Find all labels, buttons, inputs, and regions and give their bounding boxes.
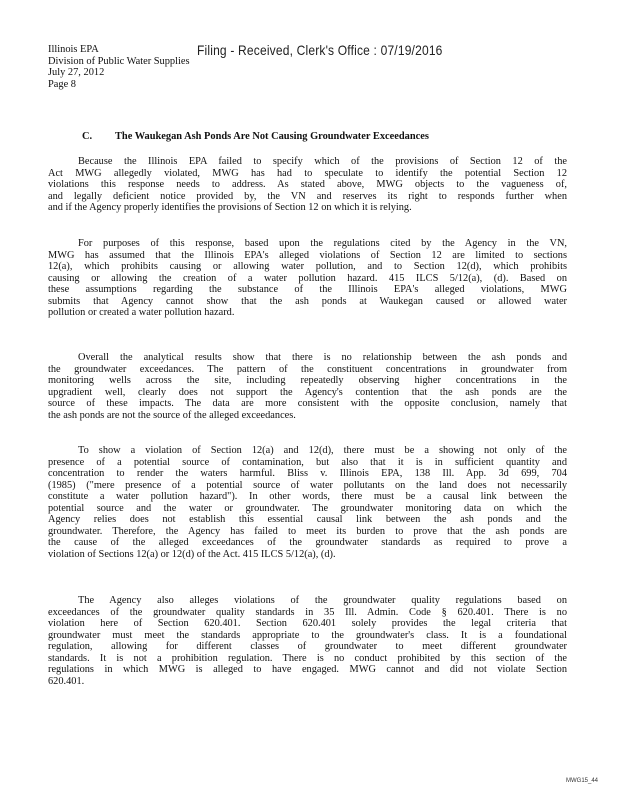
paragraph-line: To show a violation of Section 12(a) and 12(d), there must be a showing not only of the xyxy=(78,445,567,456)
paragraph-line: For purposes of this response, based upon the regulations cited by the Agency in the VN, xyxy=(78,238,567,249)
paragraph-line: the groundwater exceedances. The pattern of the constituent concentrations in groundwater from xyxy=(48,363,567,375)
paragraph-line: concentration to render the waters harmful. Bliss v. Illinois EPA, 138 Ill. App. 3d 699, 704 xyxy=(48,468,567,480)
paragraph-line: Agency relies does not establish this essential causal link between the ash ponds and the xyxy=(48,514,567,526)
paragraph-line: these assumptions regarding the substance of the Illinois EPA's alleged violations, MWG xyxy=(48,284,567,296)
section-heading xyxy=(82,131,429,142)
paragraph-5 xyxy=(48,595,567,687)
paragraph-line: regulations in which MWG is alleged to have engaged. MWG cannot and did not violate Section xyxy=(48,664,567,676)
paragraph-line: 12(a), which prohibits causing or allowing water pollution, and to Section 12(d), which prohibits xyxy=(48,261,567,273)
paragraph-line: 620.401. xyxy=(48,675,85,687)
paragraph-line: and if the Agency properly identifies the provisions of Section 12 on which it is relying. xyxy=(48,202,412,214)
paragraph-line: monitoring wells across the site, including repeatedly observing higher concentrations in the xyxy=(48,375,567,387)
paragraph-line: (1985) ("mere presence of a potential source of water pollutants on the land does not necessarily xyxy=(48,479,567,491)
paragraph-line: upgradient well, clearly does not support the Agency's contention that the ash ponds are the xyxy=(48,386,567,398)
paragraph-line: submits that Agency cannot show that the ash ponds at Waukegan caused or allowed water xyxy=(48,295,567,307)
paragraph-line: regulation, allowing for different classes of groundwater to meet different groundwater xyxy=(48,641,567,653)
paragraph-line: causing or allowing the creation of a water pollution hazard. 415 ILCS 5/12(a), (d). Based on xyxy=(48,272,567,284)
filing-stamp: Filing - Received, Clerk's Office : 07/19/2016 xyxy=(197,42,443,58)
header-recipient: Illinois EPA xyxy=(48,44,99,55)
paragraph-line: Overall the analytical results show that there is no relationship between the ash ponds and xyxy=(78,352,567,363)
header-division: Division of Public Water Supplies xyxy=(48,55,190,67)
letter-header xyxy=(48,44,190,90)
paragraph-3 xyxy=(48,352,567,421)
section-title: The Waukegan Ash Ponds Are Not Causing Groundwater Exceedances xyxy=(115,131,429,142)
paragraph-line: exceedances of the groundwater quality standards in 35 Ill. Admin. Code § 620.401. There is no xyxy=(48,606,567,618)
paragraph-line: violations this response needs to address. As stated above, MWG objects to the vagueness of, xyxy=(48,179,567,191)
paragraph-line: the ash ponds are not the source of the alleged exceedances. xyxy=(48,409,296,421)
bates-number: MWG15_44 xyxy=(566,778,599,784)
paragraph-line: violation here of Section 620.401. Section 620.401 solely provides the legal criteria that xyxy=(48,618,567,630)
paragraph-1 xyxy=(48,156,567,214)
paragraph-4 xyxy=(48,445,567,560)
header-page-number: Page 8 xyxy=(48,78,76,90)
paragraph-line: violation of Sections 12(a) or 12(d) of the Act. 415 ILCS 5/12(a), (d). xyxy=(48,548,336,560)
paragraph-line: Because the Illinois EPA failed to specify which of the provisions of Section 12 of the xyxy=(78,156,567,167)
paragraph-line: source of these impacts. The data are more consistent with the opposite conclusion, namely that xyxy=(48,398,567,410)
paragraph-line: presence of a potential source of contamination, but also that it is in sufficient quantity and xyxy=(48,456,567,468)
paragraph-line: pollution or created a water pollution hazard. xyxy=(48,307,235,319)
paragraph-line: the cause of the alleged exceedances of the groundwater standards as required to prove a xyxy=(48,537,567,549)
paragraph-line: standards. It is not a prohibition regulation. There is no conduct prohibited by this section of the xyxy=(48,652,567,664)
paragraph-line: potential source and the water or groundwater. The groundwater monitoring data on which the xyxy=(48,502,567,514)
section-letter: C. xyxy=(82,131,93,142)
paragraph-line: Act MWG allegedly violated, MWG has had to speculate to identify the potential Section 12 xyxy=(48,167,567,179)
paragraph-line: groundwater must meet the standards appropriate to the groundwater's class. It is a foundational xyxy=(48,629,567,641)
paragraph-2 xyxy=(48,238,567,319)
paragraph-line: and legally deficient notice provided by, the VN and reserves its right to responds further when xyxy=(48,190,567,202)
header-date: July 27, 2012 xyxy=(48,67,105,79)
paragraph-line: groundwater. Therefore, the Agency has failed to meet its burden to prove that the ash ponds are xyxy=(48,525,567,537)
paragraph-line: constitute a water pollution hazard"). In other words, there must be a causal link between the xyxy=(48,491,567,503)
paragraph-line: The Agency also alleges violations of the groundwater quality regulations based on xyxy=(78,595,567,606)
paragraph-line: MWG has assumed that the Illinois EPA's alleged violations of Section 12 are limited to sections xyxy=(48,249,567,261)
